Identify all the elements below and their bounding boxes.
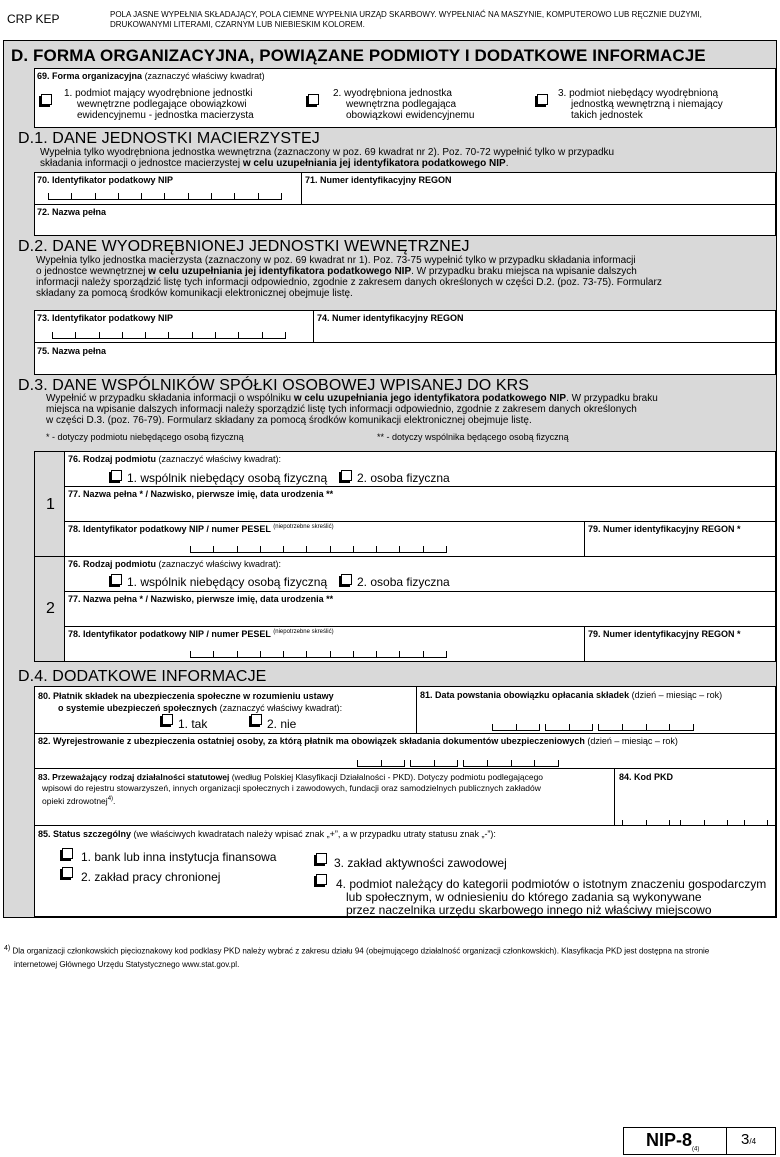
option-69-1-label: 1. podmiot mający wyodrębnione jednostki wewnętrzne podlegające obowiązkowi ewidencyjnemu - jednostka macierzysta xyxy=(64,88,254,121)
form-code: NIP-$8_{(4)}$ xyxy=(646,1130,700,1153)
partner-block-2-number: 2 xyxy=(46,600,55,617)
field-73-nip-input[interactable] xyxy=(52,332,286,339)
field-78-label-1: 78. Identyfikator podatkowy NIP / numer PESEL $^{(niepotrzebne skreślić)}$ xyxy=(68,524,334,534)
field-82-day-input[interactable] xyxy=(357,760,405,767)
field-82-year-input[interactable] xyxy=(463,760,559,767)
status-4-checkbox[interactable] xyxy=(316,874,327,885)
note-natural-person: ** - dotyczy wspólnika będącego osobą fizyczną xyxy=(377,432,569,442)
field-74-label: 74. Numer identyfikacyjny REGON xyxy=(317,313,464,323)
partner-block-1-number: 1 xyxy=(46,496,55,513)
field-75-label: 75. Nazwa pełna xyxy=(37,346,107,356)
field-75-input[interactable] xyxy=(34,342,776,375)
field-70-label: 70. Identyfikator podatkowy NIP xyxy=(37,175,174,185)
section-d2-title: D.2. DANE WYODRĘBNIONEJ JEDNOSTKI WEWNĘTRZNEJ xyxy=(18,238,470,255)
field-73-label: 73. Identyfikator podatkowy NIP xyxy=(37,313,174,323)
field-70-nip-input[interactable] xyxy=(48,193,282,200)
footnote-4: $^{4)}$ Dla organizacji członkowskich pięcioznakowy kod podklasy PKD należy wybrać z zakresu działu 94 (obejmującego działalność organizacji członkowskich). Klasyfikacja PKD jest dostępna na stronie internetowej Głównego Urzędu Statystycznego www.stat.gov.pl. xyxy=(4,945,710,969)
field-76-opt1-checkbox-1[interactable] xyxy=(111,470,122,481)
status-1-checkbox[interactable] xyxy=(62,848,73,859)
field-80-label: 80. Płatnik składek na ubezpieczenia społeczne w rozumieniu ustawy o systemie ubezpieczeń społecznych (zaznaczyć właściwy kwadrat): xyxy=(38,691,343,713)
field-82-month-input[interactable] xyxy=(410,760,458,767)
field-71-label: 71. Numer identyfikacyjny REGON xyxy=(305,175,452,185)
section-d-title: D. FORMA ORGANIZACYJNA, POWIĄZANE PODMIOTY I DODATKOWE INFORMACJE xyxy=(11,46,706,65)
section-d2-description: Wypełnia tylko jednostka macierzysta (zaznaczony w poz. 69 kwadrat nr 1). Poz. 73-75 wypełnić tylko w przypadku składania informacji o jednostce wewnętrznej w celu uzupełniania jej identyfikatora podatkowego NIP. W przypadku braku miejsca na wpisanie dalszych informacji należy sporządzić listę tych informacji odpowiednio, zgodnie z zakresem danych określonych w części D.2. (poz. 73-75). Formularz składany za pomocą środków komunikacji elektronicznej obejmuje listę. xyxy=(36,255,662,299)
field-72-label: 72. Nazwa pełna xyxy=(37,207,107,217)
field-77-label-2: 77. Nazwa pełna * / Nazwisko, pierwsze imię, data urodzenia ** xyxy=(68,594,334,604)
field-80-no-label: 2. nie xyxy=(267,717,297,731)
option-69-1-checkbox[interactable] xyxy=(41,94,52,105)
field-72-input[interactable] xyxy=(34,204,776,236)
status-3-label: 3. zakład aktywności zawodowej xyxy=(334,856,507,870)
field-80-yes-label: 1. tak xyxy=(178,717,208,731)
section-d1-title: D.1. DANE JEDNOSTKI MACIERZYSTEJ xyxy=(18,130,320,147)
field-77-label-1: 77. Nazwa pełna * / Nazwisko, pierwsze imię, data urodzenia ** xyxy=(68,489,334,499)
page-number: 3/4 xyxy=(741,1131,757,1148)
field-81-day-input[interactable] xyxy=(492,724,540,731)
field-83-label: 83. Przeważający rodzaj działalności statutowej (według Polskiej Klasyfikacji Działalności - PKD). Dotyczy podmiotu podlegającego wpisowi do rejestru stowarzyszeń, innych organizacji społecznych i zawodowych, fundacji oraz samodzielnych publicznych zakładów opieki zdrowotnej$^{4)}$. xyxy=(38,772,544,806)
field-81-year-input[interactable] xyxy=(598,724,694,731)
status-2-checkbox[interactable] xyxy=(62,867,73,878)
field-76-label-1: 76. Rodzaj podmiotu (zaznaczyć właściwy kwadrat): xyxy=(68,454,282,464)
field-85-label: 85. Status szczególny (we właściwych kwadratach należy wpisać znak „+”, a w przypadku utraty statusu znak „-”): xyxy=(38,829,496,839)
field-84-label: 84. Kod PKD xyxy=(619,772,674,782)
status-2-label: 2. zakład pracy chronionej xyxy=(81,870,221,884)
status-1-label: 1. bank lub inna instytucja finansowa xyxy=(81,850,277,864)
field-76-opt2-checkbox-1[interactable] xyxy=(341,470,352,481)
field-76-opt1-label-2: 1. wspólnik niebędący osobą fizyczną xyxy=(127,575,328,589)
option-69-3-label: 3. podmiot niebędący wyodrębnioną jednostką wewnętrzną i niemający takich jednostek xyxy=(558,88,723,121)
section-d3-title: D.3. DANE WSPÓLNIKÓW SPÓŁKI OSOBOWEJ WPISANEJ DO KRS xyxy=(18,377,530,394)
field-76-label-2: 76. Rodzaj podmiotu (zaznaczyć właściwy kwadrat): xyxy=(68,559,282,569)
form-instructions: POLA JASNE WYPEŁNIA SKŁADAJĄCY, POLA CIEMNE WYPEŁNIA URZĄD SKARBOWY. WYPEŁNIAĆ NA MASZYNIE, KOMPUTEROWO LUB RĘCZNIE DUŻYMI, DRUKOWANYMI LITERAMI, CZARNYM LUB NIEBIESKIM KOLOREM. xyxy=(110,10,702,29)
crp-kep-label: CRP KEP xyxy=(7,12,60,26)
field-80-yes-checkbox[interactable] xyxy=(162,714,173,725)
field-81-month-input[interactable] xyxy=(545,724,593,731)
field-78-label-2: 78. Identyfikator podatkowy NIP / numer PESEL $^{(niepotrzebne skreślić)}$ xyxy=(68,629,334,639)
field-76-opt2-label-1: 2. osoba fizyczna xyxy=(357,471,450,485)
option-69-2-checkbox[interactable] xyxy=(308,94,319,105)
section-d3-description: Wypełnić w przypadku składania informacji o wspólniku w celu uzupełniania jego identyfikatora podatkowego NIP. W przypadku braku miejsca na wpisanie dalszych informacji należy sporządzić listę tych informacji odpowiednio, zgodnie z zakresem danych określonych w części D.3. (poz. 76-79). Formularz składany za pomocą środków komunikacji elektronicznej obejmuje listę. xyxy=(46,393,658,426)
option-69-3-checkbox[interactable] xyxy=(537,94,548,105)
field-81-label: 81. Data powstania obowiązku opłacania składek (dzień – miesiąc – rok) xyxy=(420,690,723,700)
field-79-label-1: 79. Numer identyfikacyjny REGON * xyxy=(588,524,741,534)
field-76-opt1-label-1: 1. wspólnik niebędący osobą fizyczną xyxy=(127,471,328,485)
option-69-2-label: 2. wyodrębniona jednostka wewnętrzna podlegająca obowiązkowi ewidencyjnemu xyxy=(333,88,475,121)
section-d1-description: Wypełnia tylko wyodrębniona jednostka wewnętrzna (zaznaczony w poz. 69 kwadrat nr 2). Poz. 70-72 wypełnić tylko w przypadku składania informacji o jednostce macierzystej w celu uzupełniania jej identyfikatora podatkowego NIP. xyxy=(40,147,615,169)
field-78-nip-pesel-input-1[interactable] xyxy=(190,546,447,553)
section-d4-title: D.4. DODATKOWE INFORMACJE xyxy=(18,668,267,685)
field-69-label: 69. Forma organizacyjna (zaznaczyć właściwy kwadrat) xyxy=(37,71,265,81)
field-76-opt2-label-2: 2. osoba fizyczna xyxy=(357,575,450,589)
field-80-no-checkbox[interactable] xyxy=(251,714,262,725)
field-76-opt2-checkbox-2[interactable] xyxy=(341,574,352,585)
field-79-label-2: 79. Numer identyfikacyjny REGON * xyxy=(588,629,741,639)
note-non-natural-person: * - dotyczy podmiotu niebędącego osobą fizyczną xyxy=(46,432,244,442)
status-4-label: 4. podmiot należący do kategorii podmiotów o istotnym znaczeniu gospodarczym lub społecznym, w odniesieniu do którego zadania są wykonywane przez naczelnika urzędu skarbowego innego niż właściwy miejscowo xyxy=(336,877,767,917)
field-78-nip-pesel-input-2[interactable] xyxy=(190,651,447,658)
field-76-opt1-checkbox-2[interactable] xyxy=(111,574,122,585)
field-82-label: 82. Wyrejestrowanie z ubezpieczenia ostatniej osoby, za którą płatnik ma obowiązek składania dokumentów ubezpieczeniowych (dzień – miesiąc – rok) xyxy=(38,736,678,746)
status-3-checkbox[interactable] xyxy=(316,853,327,864)
